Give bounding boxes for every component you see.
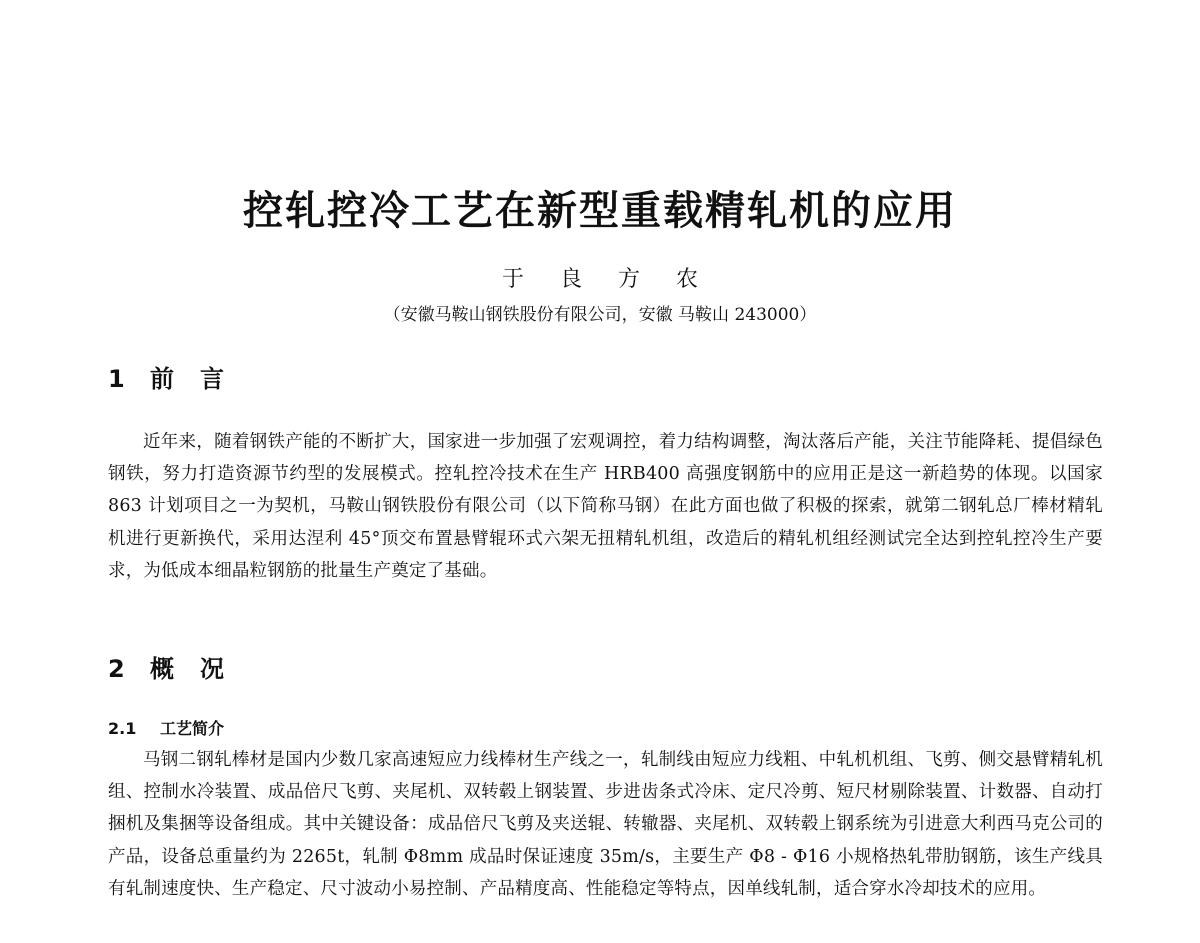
subsection-number: 2.1 — [108, 719, 137, 738]
author-char: 方 — [618, 267, 641, 292]
section-number: 2 — [108, 655, 125, 683]
process-paragraph: 马钢二钢轧棒材是国内少数几家高速短应力线棒材生产线之一，轧制线由短应力线粗、中轧机机组、飞剪、侧交悬臂精轧机组、控制水冷装置、成品倍尺飞剪、夹尾机、双转毂上钢装置、步进齿条式冷床、定尺冷剪、短尺材剔除装置、计数器、自动打捆机及集捆等设备组成。其中关键设备：成品倍尺飞剪及夹送辊、转辙器、夹尾机、双转毂上钢系统为引进意大利西马克公司的产品，设备总重量约为 2265t，轧制 Φ8mm 成品时保证速度 35m/s，主要生产 Φ8 - Φ16 小规格热轧带肋钢筋，该生产线具有轧制速度快、生产稳定、尺寸波动小易控制、产品精度高、性能稳定等特点，因单线轧制，适合穿水冷却技术的应用。 — [108, 750, 1103, 899]
author-char: 良 — [559, 267, 582, 292]
section-title-char: 况 — [200, 655, 224, 683]
section-number: 1 — [108, 365, 125, 393]
section-title-char: 概 — [150, 655, 174, 683]
introduction-paragraph: 近年来，随着钢铁产能的不断扩大，国家进一步加强了宏观调控，着力结构调整，淘汰落后产能，关注节能降耗、提倡绿色钢铁，努力打造资源节约型的发展模式。控轧控冷技术在生产 HRB400 高强度钢筋中的应用正是这一新趋势的体现。以国家 863 计划项目之一为契机，马鞍山钢铁股份有限公司（以下简称马钢）在此方面也做了积极的探索，就第二钢轧总厂棒材精轧机进行更新换代，采用达涅利 45°顶交布置悬臂辊环式六架无扭精轧机组，改造后的精轧机组经测试完全达到控轧控冷生产要求，为低成本细晶粒钢筋的批量生产奠定了基础。 — [108, 432, 1103, 581]
author-char: 于 — [501, 267, 524, 292]
section-heading-overview — [108, 652, 224, 686]
author-char: 农 — [676, 267, 699, 292]
subsection-heading-process — [108, 716, 224, 742]
section-title-char: 前 — [150, 365, 174, 393]
affiliation: （安徽马鞍山钢铁股份有限公司，安徽 马鞍山 243000） — [383, 305, 817, 325]
author-line — [0, 264, 1200, 296]
subsection-title: 工艺简介 — [160, 719, 225, 738]
paper-title: 控轧控冷工艺在新型重载精轧机的应用 — [243, 188, 957, 234]
section-title-char: 言 — [200, 365, 224, 393]
section-heading-introduction — [108, 362, 224, 396]
